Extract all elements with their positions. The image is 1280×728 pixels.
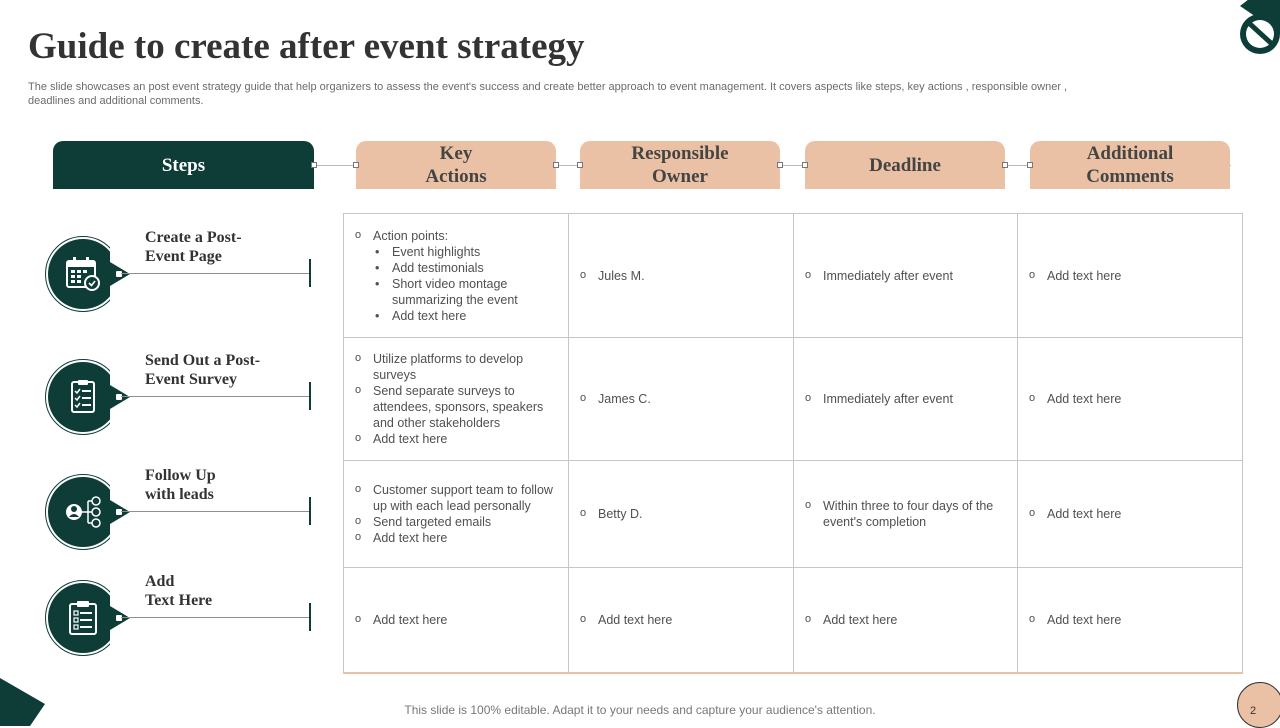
list-item: • Short video montage summarizing the event bbox=[373, 276, 558, 308]
list-item: o Add text here bbox=[354, 530, 558, 546]
owner-cell: o Jules M. bbox=[569, 214, 794, 338]
deadline-cell: o Add text here bbox=[794, 568, 1018, 673]
step-title: Add Text Here bbox=[145, 573, 213, 609]
header-responsible-owner: Responsible Owner bbox=[580, 141, 780, 189]
comments-cell: o Add text here bbox=[1018, 338, 1243, 461]
connector-dot bbox=[802, 162, 808, 168]
table-row bbox=[344, 568, 1243, 673]
owner-cell: o Add text here bbox=[569, 568, 794, 673]
connector-dot bbox=[577, 162, 583, 168]
header-steps: Steps bbox=[53, 141, 314, 189]
step-follow-up-with-leads bbox=[0, 467, 330, 554]
owner-cell: o James C. bbox=[569, 338, 794, 461]
list-item: • Event highlights bbox=[373, 244, 558, 260]
deadline-cell: o Immediately after event bbox=[794, 214, 1018, 338]
connector-dot bbox=[1002, 162, 1008, 168]
connector-dot bbox=[311, 162, 317, 168]
clipboard-icon bbox=[64, 599, 102, 637]
header-additional-comments: Additional Comments bbox=[1030, 141, 1230, 189]
strategy-table bbox=[343, 213, 1243, 674]
deadline-cell: o Immediately after event bbox=[794, 338, 1018, 461]
slide-subtitle: The slide showcases an post event strategy guide that help organizers to assess the event's success and create better approach to event management. It covers aspects like steps, key actions , responsible owner , deadlines and additional comments. bbox=[28, 81, 1068, 107]
connector-dot bbox=[777, 162, 783, 168]
step-add-text-here bbox=[0, 573, 330, 660]
comments-cell: o Add text here bbox=[1018, 568, 1243, 673]
comments-cell: o Add text here bbox=[1018, 461, 1243, 568]
deadline-cell: o Within three to four days of the event's completion bbox=[794, 461, 1018, 568]
table-row bbox=[344, 461, 1243, 568]
table-row bbox=[344, 338, 1243, 461]
header-deadline: Deadline bbox=[805, 141, 1005, 189]
table-row bbox=[344, 214, 1243, 338]
step-title: Send Out a Post- Event Survey bbox=[145, 352, 261, 388]
page-number: 2 bbox=[1250, 705, 1257, 717]
header-key-actions: Key Actions bbox=[356, 141, 556, 189]
key-actions-cell bbox=[344, 461, 569, 568]
corner-decoration-icon bbox=[1232, 0, 1280, 62]
key-actions-cell: o Action points: • Event highlights • Add testimonials • Short video montage summarizing the event • Add text here bbox=[344, 214, 569, 338]
calendar-icon bbox=[64, 255, 102, 293]
list-item: • Add text here bbox=[373, 308, 558, 324]
checklist-icon bbox=[64, 378, 102, 416]
slide-title: Guide to create after event strategy bbox=[28, 26, 585, 67]
list-item: o Send targeted emails bbox=[354, 514, 558, 530]
list-item: o Send separate surveys to attendees, sponsors, speakers and other stakeholders bbox=[354, 383, 558, 431]
step-title: Follow Up with leads bbox=[145, 467, 216, 503]
connector-dot bbox=[353, 162, 359, 168]
list-item: • Add testimonials bbox=[373, 260, 558, 276]
step-send-post-event-survey bbox=[0, 352, 330, 439]
list-item: o Customer support team to follow up with each lead personally bbox=[354, 482, 558, 514]
network-icon bbox=[64, 493, 102, 531]
list-item: o Add text here bbox=[354, 431, 558, 447]
connector-dot bbox=[553, 162, 559, 168]
key-actions-cell: o Add text here bbox=[344, 568, 569, 673]
list-item: o Utilize platforms to develop surveys bbox=[354, 351, 558, 383]
step-create-post-event-page bbox=[0, 229, 330, 316]
connector-dot bbox=[1027, 162, 1033, 168]
comments-cell: o Add text here bbox=[1018, 214, 1243, 338]
owner-cell: o Betty D. bbox=[569, 461, 794, 568]
footer-text: This slide is 100% editable. Adapt it to your needs and capture your audience's attention. bbox=[404, 703, 876, 717]
corner-decoration-icon bbox=[0, 676, 50, 726]
step-title: Create a Post- Event Page bbox=[145, 229, 242, 265]
key-actions-cell bbox=[344, 338, 569, 461]
page-number-badge bbox=[1237, 682, 1280, 728]
